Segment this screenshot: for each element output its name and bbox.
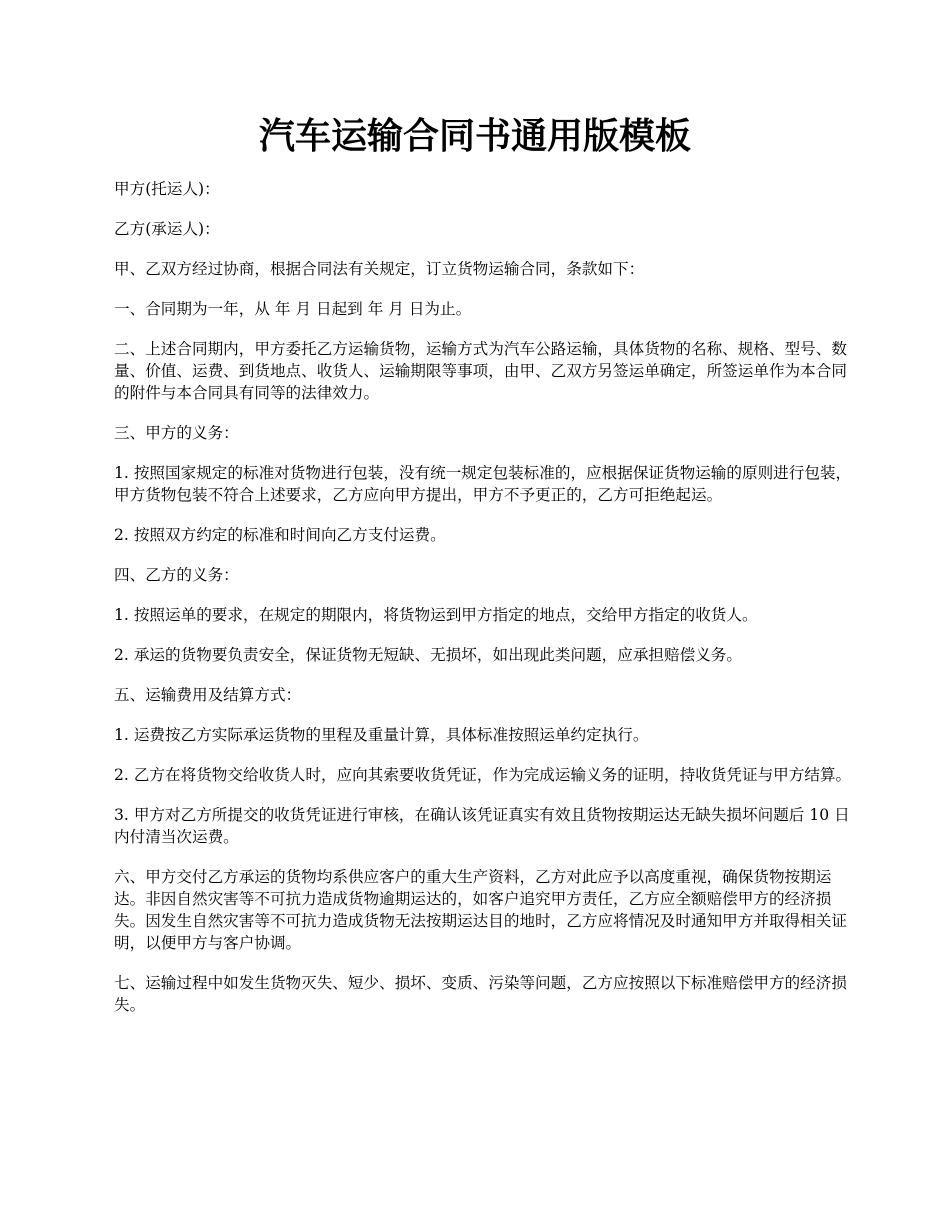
clause-2-scope: 二、上述合同期内，甲方委托乙方运输货物，运输方式为汽车公路运输，具体货物的名称、规格、型号、数量、价值、运费、到货地点、收货人、运输期限等事项，由甲、乙双方另签运单确定，所签运单作为本合同的附件与本合同具有同等的法律效力。 <box>114 340 847 402</box>
clause-1-term: 一、合同期为一年，从 年 月 日起到 年 月 日为止。 <box>114 300 472 318</box>
clause-3-heading: 三、甲方的义务： <box>114 424 239 442</box>
clause-7-paragraph: 七、运输过程中如发生货物灭失、短少、损坏、变质、污染等问题，乙方应按照以下标准赔偿甲方的经济损失。 <box>114 974 847 1014</box>
party-a-line: 甲方(托运人)： <box>114 180 220 198</box>
clause-5-item-1: 1. 运费按乙方实际承运货物的里程及重量计算，具体标准按照运单约定执行。 <box>114 726 649 744</box>
clause-5-item-3: 3. 甲方对乙方所提交的收货凭证进行审核，在确认该凭证真实有效且货物按期运达无缺失损坏问题后 10 日内付清当次运费。 <box>114 806 850 846</box>
clause-3-item-2: 2. 按照双方约定的标准和时间向乙方支付运费。 <box>114 526 446 544</box>
clause-6-paragraph: 六、甲方交付乙方承运的货物均系供应客户的重大生产资料，乙方对此应予以高度重视，确保货物按期运达。非因自然灾害等不可抗力造成货物逾期运达的，如客户追究甲方责任，乙方应全额赔偿甲方的经济损失。因发生自然灾害等不可抗力造成货物无法按期运达目的地时，乙方应将情况及时通知甲方并取得相关证明，以便甲方与客户协调。 <box>114 868 847 952</box>
party-b-line: 乙方(承运人)： <box>114 220 220 238</box>
document-body <box>114 178 856 1034</box>
document-title: 汽车运输合同书通用版模板 <box>258 115 691 157</box>
clause-4-item-1: 1. 按照运单的要求，在规定的期限内，将货物运到甲方指定的地点，交给甲方指定的收货人。 <box>114 606 758 624</box>
clause-5-heading: 五、运输费用及结算方式： <box>114 686 302 704</box>
clause-3-item-1: 1. 按照国家规定的标准对货物进行包装，没有统一规定包装标准的，应根据保证货物运输的原则进行包装，甲方货物包装不符合上述要求，乙方应向甲方提出，甲方不予更正的，乙方可拒绝起运。 <box>114 464 852 504</box>
clause-4-heading: 四、乙方的义务： <box>114 566 239 584</box>
clause-5-item-2: 2. 乙方在将货物交给收货人时，应向其索要收货凭证，作为完成运输义务的证明，持收货凭证与甲方结算。 <box>114 766 852 784</box>
preamble-paragraph: 甲、乙双方经过协商，根据合同法有关规定，订立货物运输合同，条款如下： <box>114 260 645 278</box>
clause-4-item-2: 2. 承运的货物要负责安全，保证货物无短缺、无损坏，如出现此类问题，应承担赔偿义务。 <box>114 646 742 664</box>
